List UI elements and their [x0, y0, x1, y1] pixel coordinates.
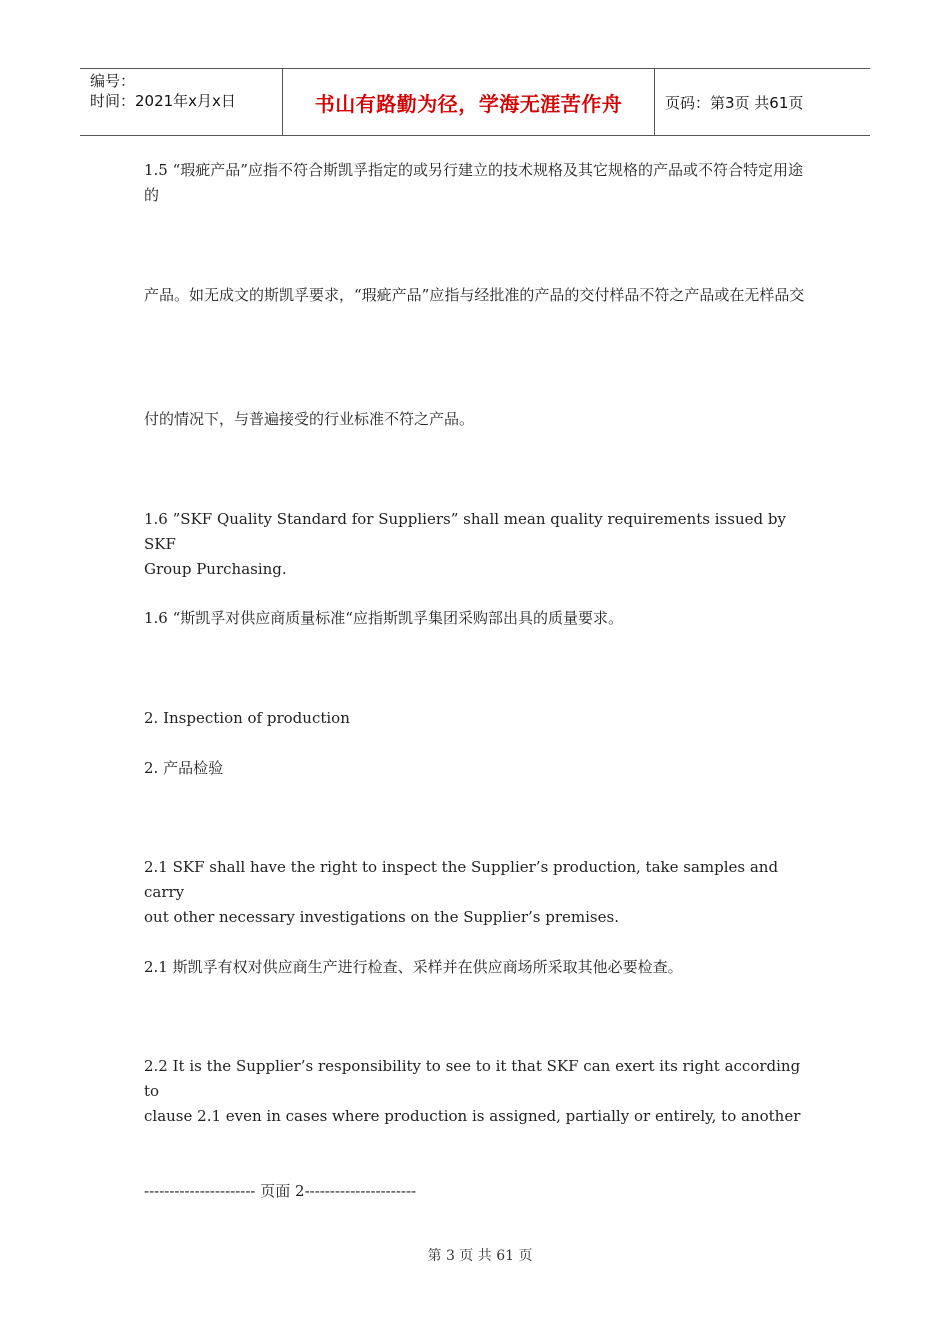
header-meta [80, 69, 282, 135]
paragraph-1-6-zh: 1.6 “斯凯孚对供应商质量标准“应指斯凯孚集团采购部出具的质量要求。 [144, 609, 623, 627]
header-page-info: 页码：第3页 共61页 [665, 93, 804, 112]
paragraph-1-6-en-line2: Group Purchasing. [144, 560, 287, 578]
page-separator: ---------------------- 页面 2---------------------- [144, 1182, 417, 1200]
paragraph-2-2-en-line2: clause 2.1 even in cases where production is assigned, partially or entirely, to another [144, 1107, 801, 1125]
paragraph-2-1-en-line1: 2.1 SKF shall have the right to inspect the Supplier’s production, take samples and carry [144, 858, 779, 901]
paragraph-1-5-part1: 1.5 “瑕疵产品”应指不符合斯凯孚指定的或另行建立的技术规格及其它规格的产品或不符合特定用途的 [144, 161, 803, 204]
header-motto: 书山有路勤为径，学海无涯苦作舟 [282, 69, 655, 135]
page-header [80, 68, 870, 136]
paragraph-1-6-en-line1: 1.6 ”SKF Quality Standard for Suppliers” shall mean quality requirements issued by SKF [144, 510, 786, 553]
section-2-heading-zh: 2. 产品检验 [144, 759, 224, 777]
paragraph-1-5-part2: 产品。如无成文的斯凯孚要求，“瑕疵产品”应指与经批准的产品的交付样品不符之产品或在无样品交 [144, 286, 805, 304]
paragraph-2-1-en-line2: out other necessary investigations on the Supplier’s premises. [144, 908, 619, 926]
section-2-heading-en: 2. Inspection of production [144, 709, 350, 727]
paragraph-1-5-part3: 付的情况下，与普遍接受的行业标准不符之产品。 [144, 410, 475, 428]
document-number: 编号： [90, 72, 136, 90]
document-date: 时间：2021年x月x日 [90, 92, 236, 110]
paragraph-2-1-zh: 2.1 斯凯孚有权对供应商生产进行检查、采样并在供应商场所采取其他必要检查。 [144, 958, 683, 976]
page-footer: 第 3 页 共 61 页 [427, 1248, 533, 1264]
paragraph-2-2-en-line1: 2.2 It is the Supplier’s responsibility to see to it that SKF can exert its right according to [144, 1057, 801, 1100]
